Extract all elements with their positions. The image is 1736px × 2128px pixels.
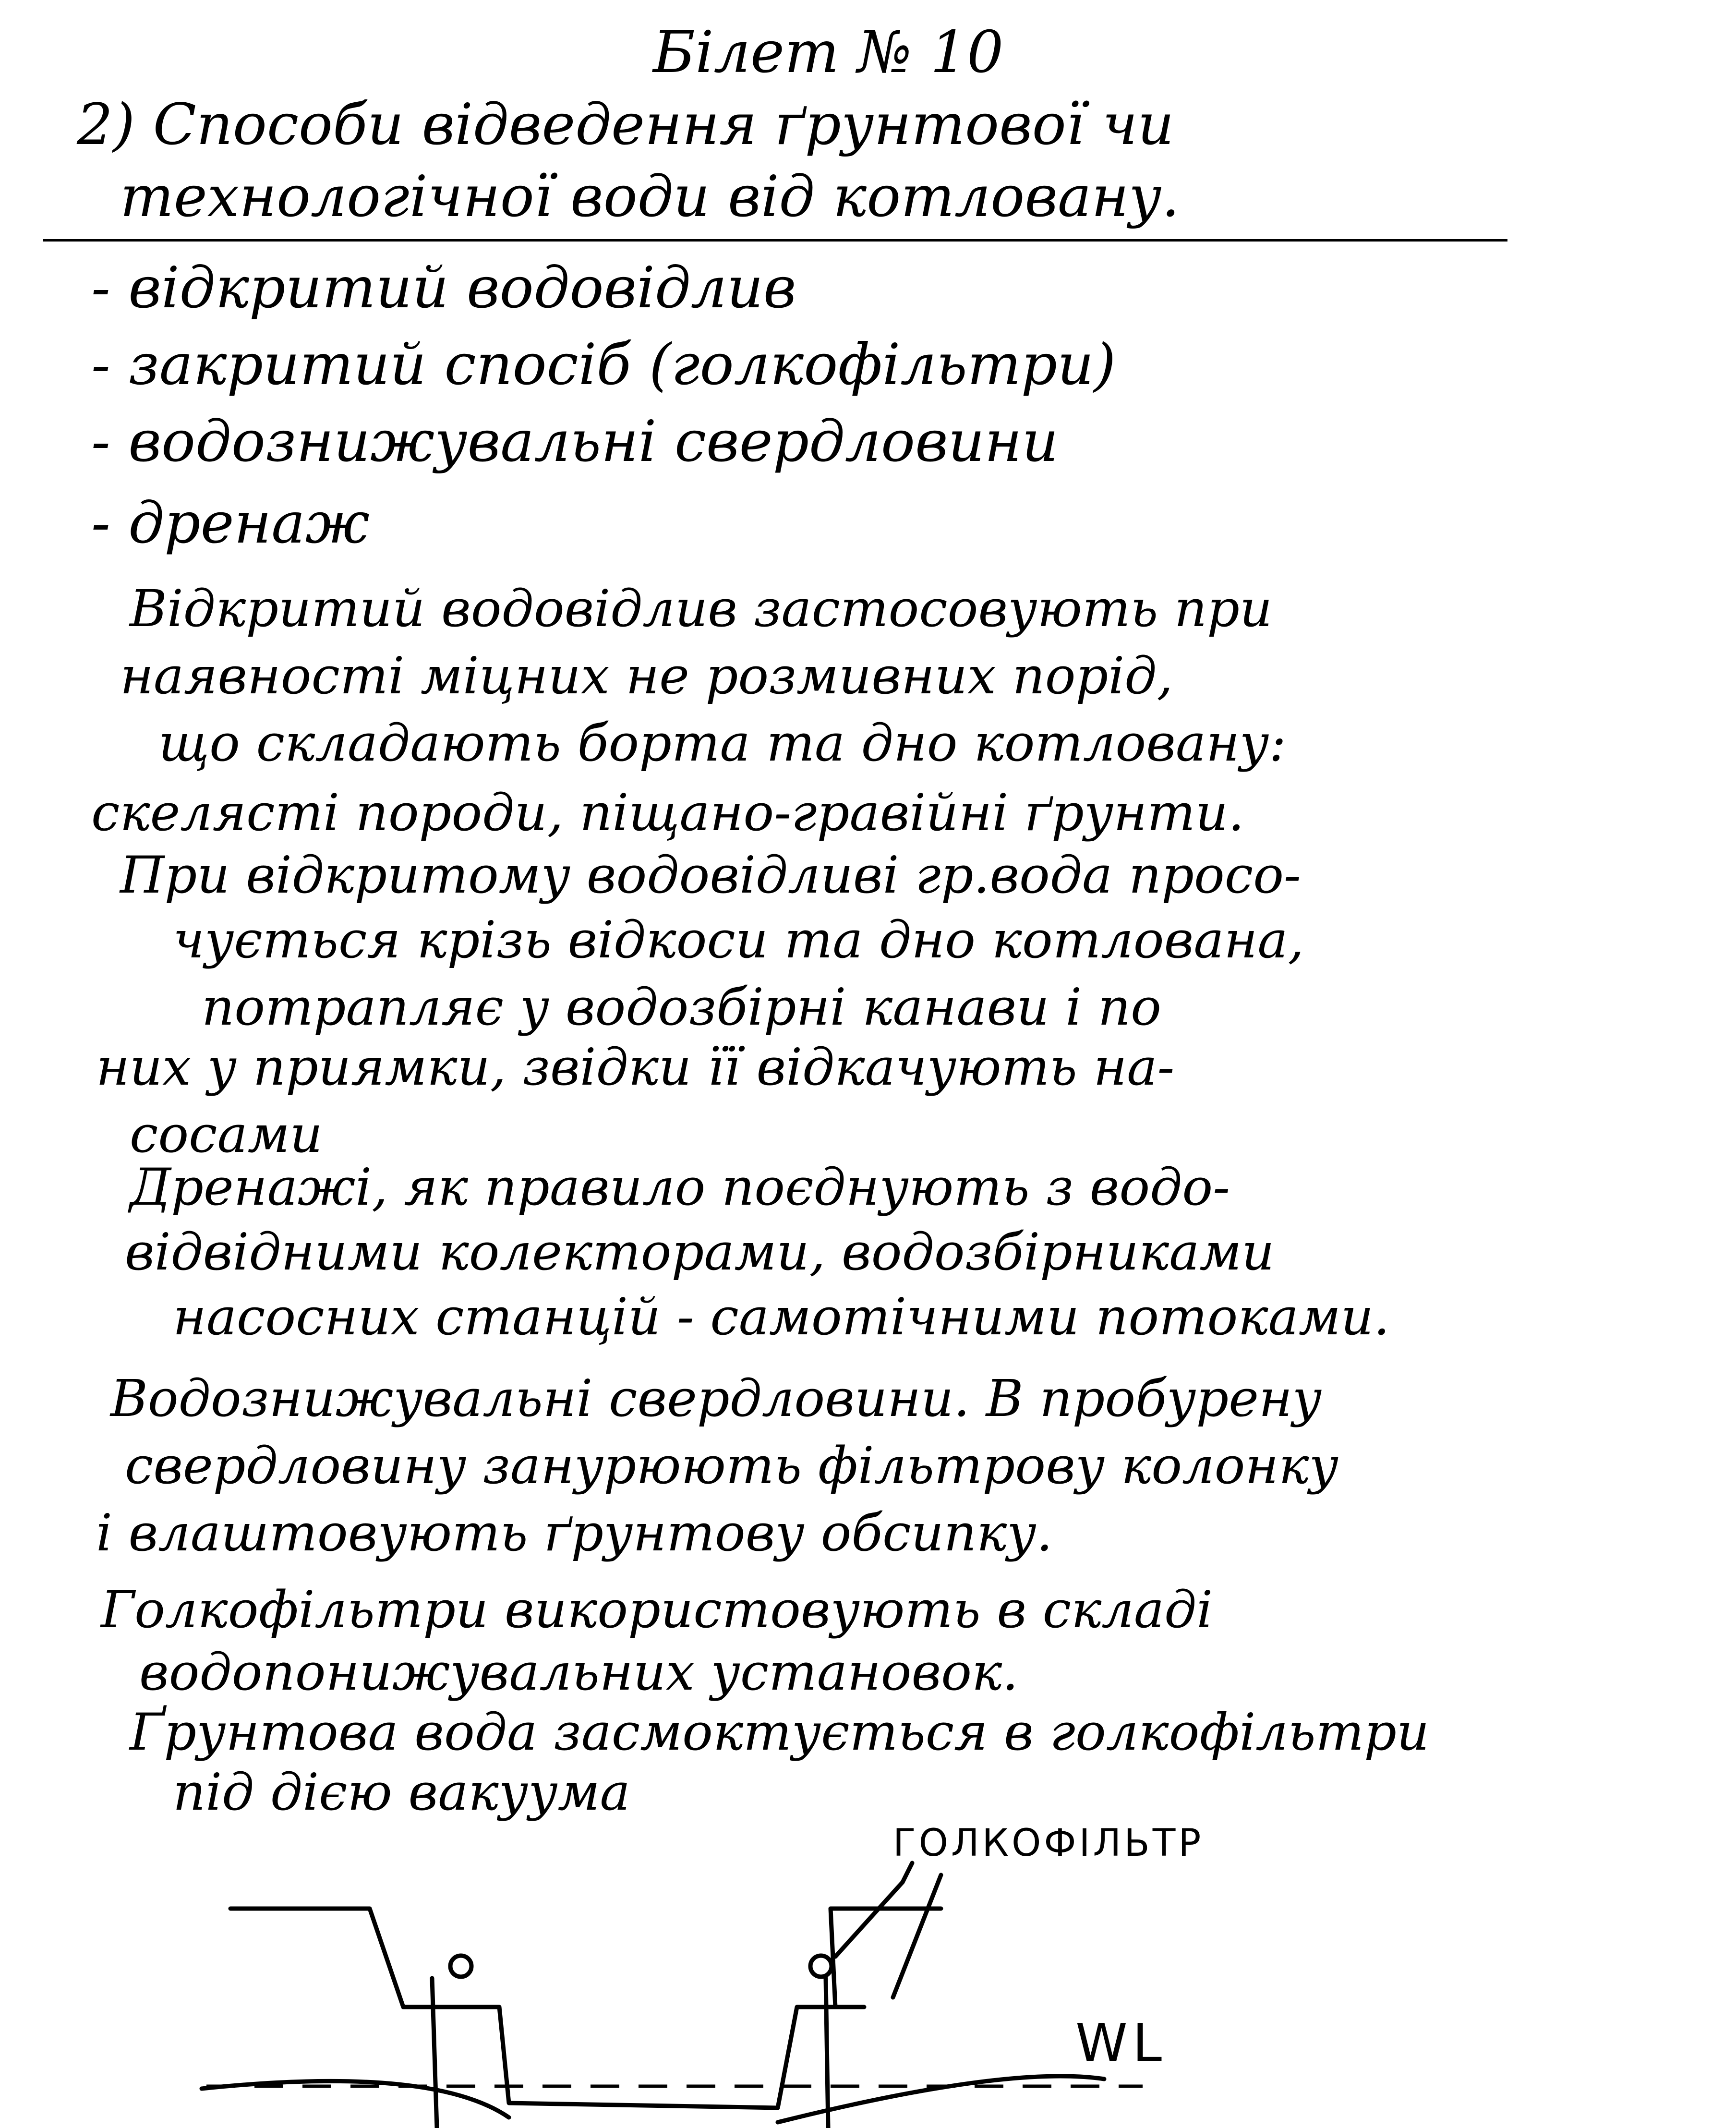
wellpoint-right-head — [810, 1956, 832, 1977]
text-line: Дренажі, як правило поєднують з водо- — [130, 1158, 1230, 1217]
wellpoint-left — [432, 1978, 437, 2128]
wellpoint-left-head — [450, 1956, 471, 1977]
sketch-caption: ГОЛКОФІЛЬТР — [893, 1822, 1204, 1865]
text-line: що складають борта та дно котловану: — [158, 713, 1287, 773]
text-line: скелясті породи, піщано-гравійні ґрунти. — [91, 783, 1244, 842]
list-item: - відкритий водовідлив — [91, 254, 796, 321]
text-line: При відкритому водовідливі гр.вода просо- — [120, 846, 1301, 905]
list-item: - закритий спосіб (голкофільтри) — [91, 331, 1116, 398]
text-line: Ґрунтова вода засмоктується в голкофільтри — [130, 1703, 1430, 1762]
text-line: них у приямки, звідки її відкачують на- — [96, 1038, 1175, 1097]
text-line: насосних станцій - самотічними потоками. — [173, 1287, 1390, 1346]
text-line: сосами — [130, 1105, 323, 1164]
text-line: відвідними колекторами, водозбірниками — [125, 1222, 1275, 1282]
text-line: і влаштовують ґрунтову обсипку. — [96, 1503, 1053, 1562]
text-line: наявності міцних не розмивних порід, — [120, 646, 1173, 705]
text-line: водопонижувальних установок. — [139, 1643, 1019, 1702]
text-line: Водознижувальні свердловини. В пробурену — [110, 1369, 1322, 1428]
water-level-label: WL — [1075, 2012, 1167, 2074]
text-line: свердловину занурюють фільтрову колонку — [125, 1436, 1339, 1495]
text-line: потрапляє у водозбірні канави і по — [202, 978, 1161, 1037]
text-line: під дією вакуума — [173, 1763, 630, 1822]
ticket-title: Білет № 10 — [653, 19, 1004, 86]
text-line: Голкофільтри використовують в складі — [101, 1580, 1213, 1639]
list-item: - водознижувальні свердловини — [91, 408, 1059, 474]
wellpoint-right — [826, 1978, 828, 2128]
text-line: чується крізь відкоси та дно котлована, — [173, 910, 1304, 969]
question-line-2: технологічної води від котловану. — [120, 163, 1180, 230]
question-line-1: 2) Способи відведення ґрунтової чи — [77, 91, 1174, 157]
list-item: - дренаж — [91, 490, 370, 556]
text-line: Відкритий водовідлив застосовують при — [130, 579, 1273, 638]
